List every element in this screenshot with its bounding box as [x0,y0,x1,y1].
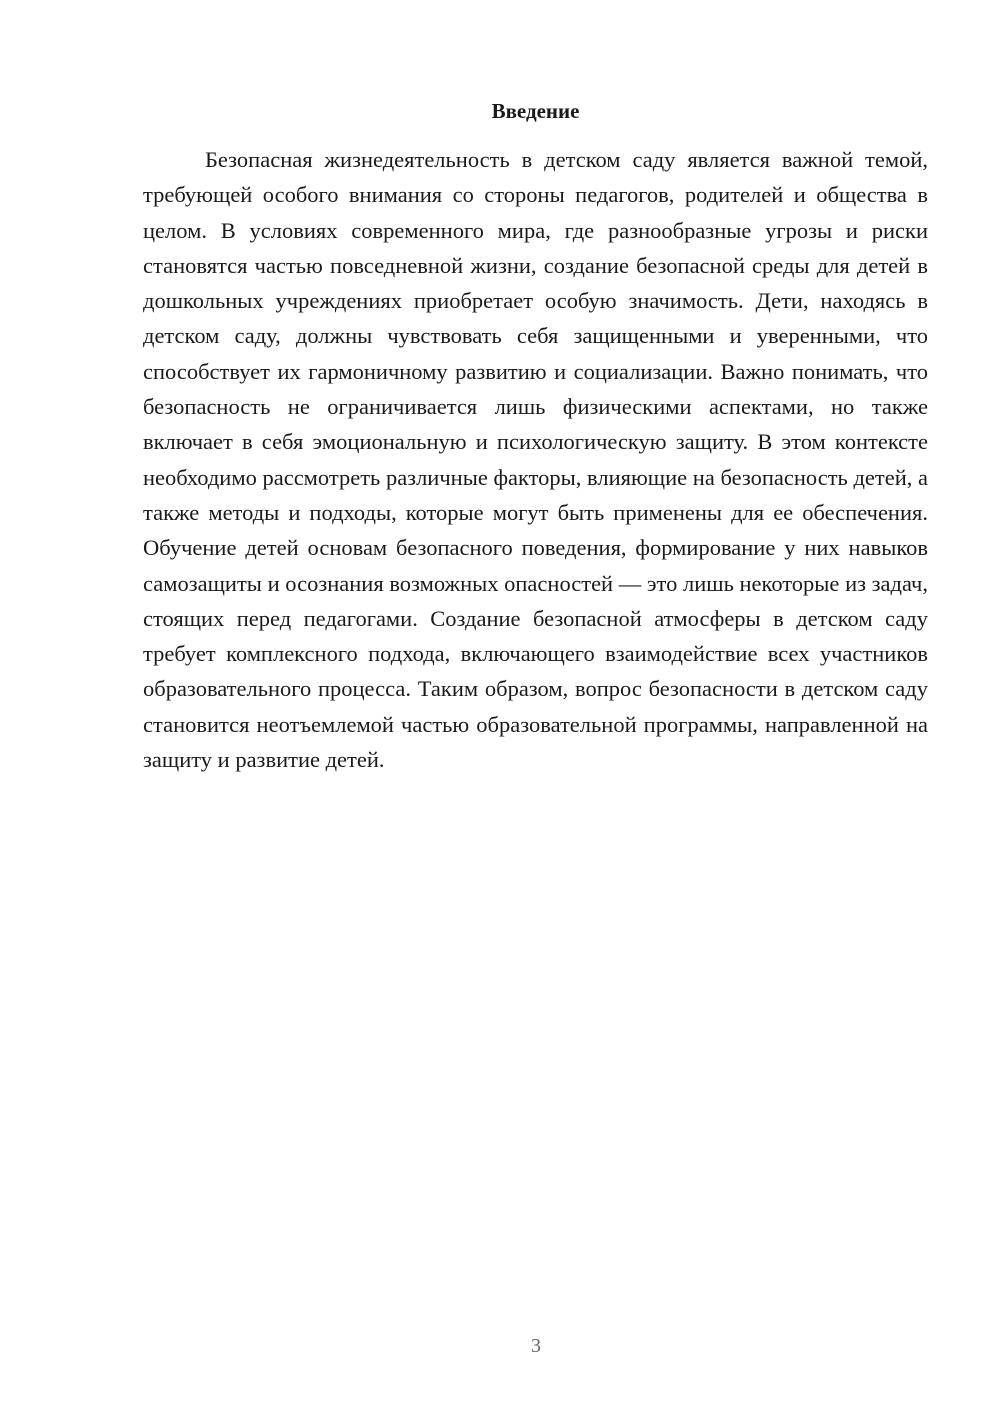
page-number: 3 [531,1335,541,1357]
section-heading: Введение [491,99,580,123]
body-paragraph: Безопасная жизнедеятельность в детском саду является важной темой, требующей особого внимания со стороны педагогов, родителей и общества в целом. В условиях современного мира, где разнообразные угрозы и риски становятся частью повседневной жизни, создание безопасной среды для детей в дошкольных учреждениях приобретает особую значимость. Дети, находясь в детском саду, должны чувствовать себя защищенными и уверенными, что способствует их гармоничному развитию и социализации. Важно понимать, что безопасность не ограничивается лишь физическими аспектами, но также включает в себя эмоциональную и психологическую защиту. В этом контексте необходимо рассмотреть различные факторы, влияющие на безопасность детей, а также методы и подходы, которые могут быть применены для ее обеспечения. Обучение детей основам безопасного поведения, формирование у них навыков самозащиты и осознания возможных опасностей — это лишь некоторые из задач, стоящих перед педагогами. Создание безопасной атмосферы в детском саду требует комплексного подхода, включающего взаимодействие всех участников образовательного процесса. Таким образом, вопрос безопасности в детском саду становится неотъемлемой частью образовательной программы, направленной на защиту и развитие детей. [143,147,928,773]
